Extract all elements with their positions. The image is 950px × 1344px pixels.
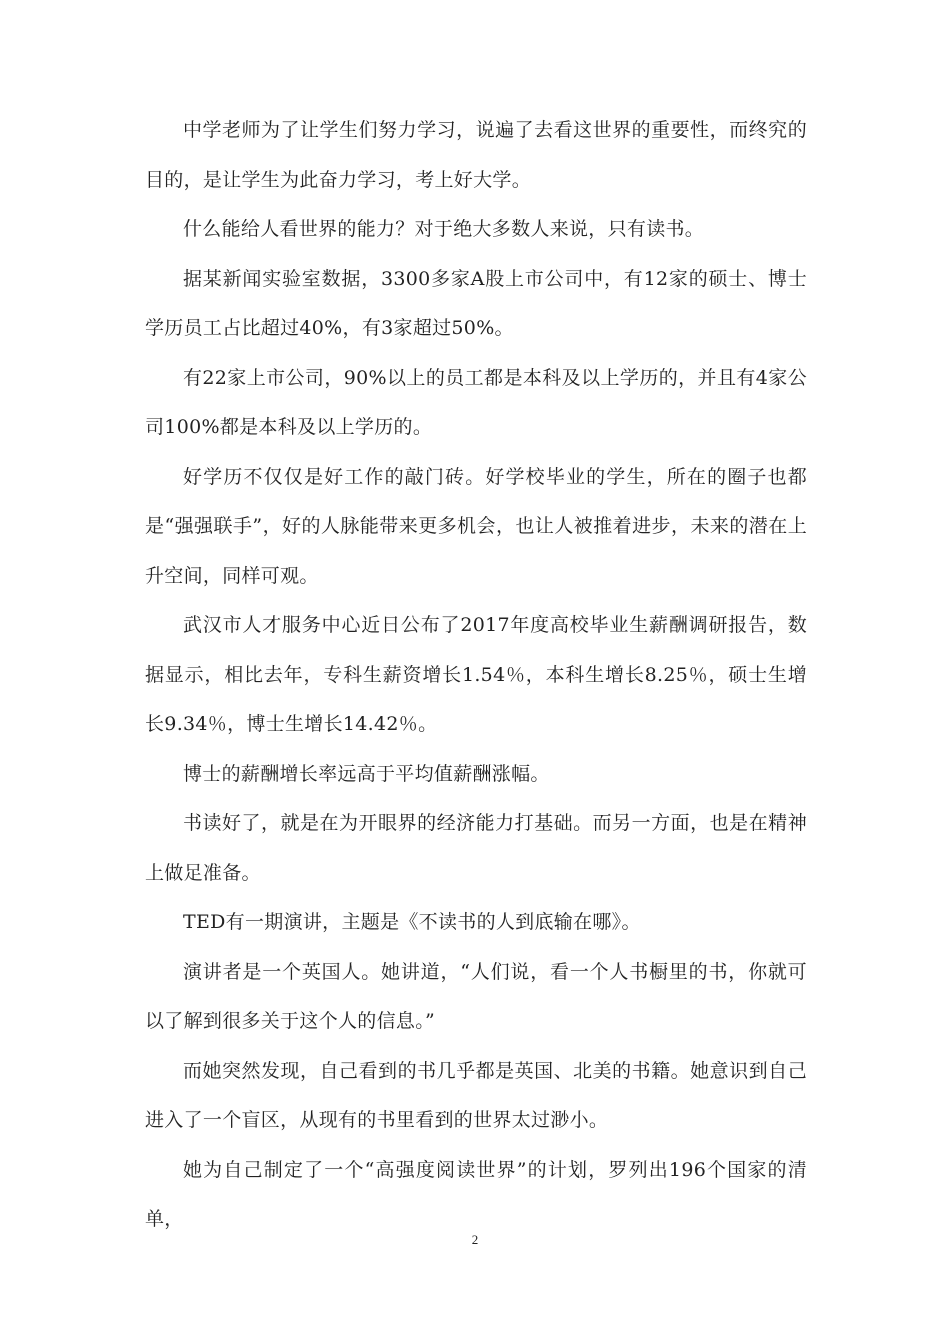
paragraph-11: 而她突然发现，自己看到的书几乎都是英国、北美的书籍。她意识到自己进入了一个盲区，从现有的书里看到的世界太过渺小。 xyxy=(145,1059,807,1131)
paragraph-12: 她为自己制定了一个“高强度阅读世界”的计划，罗列出196个国家的清单， xyxy=(145,1158,807,1230)
paragraph-10: 演讲者是一个英国人。她讲道，“人们说，看一个人书橱里的书，你就可以了解到很多关于这个人的信息。” xyxy=(145,960,807,1032)
paragraph-9: TED有一期演讲，主题是《不读书的人到底输在哪》。 xyxy=(183,911,641,933)
paragraph-2: 什么能给人看世界的能力？对于绝大多数人来说，只有读书。 xyxy=(183,218,705,240)
document-body xyxy=(145,106,807,1245)
paragraph-4: 有22家上市公司，90%以上的员工都是本科及以上学历的，并且有4家公司100%都是本科及以上学历的。 xyxy=(145,366,807,438)
paragraph-5: 好学历不仅仅是好工作的敲门砖。好学校毕业的学生，所在的圈子也都是“强强联手”，好的人脉能带来更多机会，也让人被推着进步，未来的潜在上升空间，同样可观。 xyxy=(145,465,807,587)
paragraph-6: 武汉市人才服务中心近日公布了2017年度高校毕业生薪酬调研报告，数据显示，相比去年，专科生薪资增长1.54％，本科生增长8.25％，硕士生增长9.34％，博士生增长14.42％。 xyxy=(145,614,807,735)
paragraph-8: 书读好了，就是在为开眼界的经济能力打基础。而另一方面，也是在精神上做足准备。 xyxy=(145,812,807,884)
paragraph-3: 据某新闻实验室数据，3300多家A股上市公司中，有12家的硕士、博士学历员工占比超过40%，有3家超过50%。 xyxy=(145,267,807,339)
paragraph-1: 中学老师为了让学生们努力学习，说遍了去看这世界的重要性，而终究的目的，是让学生为此奋力学习，考上好大学。 xyxy=(145,119,807,191)
page-number: 2 xyxy=(471,1232,479,1247)
paragraph-7: 博士的薪酬增长率远高于平均值薪酬涨幅。 xyxy=(183,762,550,785)
